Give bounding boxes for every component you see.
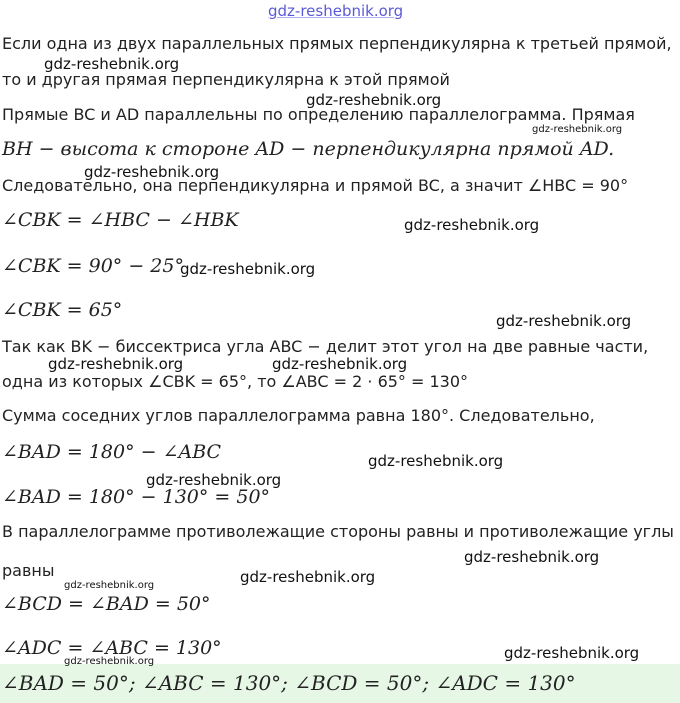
watermark: gdz-reshebnik.org [240, 568, 376, 586]
text-line-11: Сумма соседних углов параллелограмма равна 180°. Следовательно, [2, 406, 595, 425]
text-line-3: Прямые BC и AD параллельны по определению параллелограмма. Прямая [2, 105, 635, 124]
watermark: gdz-reshebnik.org [180, 260, 316, 278]
text-line-2: то и другая прямая перпендикулярна к этой прямой [2, 70, 450, 89]
watermark: gdz-reshebnik.org [504, 644, 640, 662]
formula-bcd: ∠BCD = ∠BAD = 50° [2, 593, 211, 615]
watermark: gdz-reshebnik.org [146, 471, 282, 489]
watermark: gdz-reshebnik.org [272, 355, 408, 373]
formula-bad-difference: ∠BAD = 180° − ∠ABC [2, 441, 222, 463]
answer-line: ∠BAD = 50°; ∠ABC = 130°; ∠BCD = 50°; ∠ADC = 130° [2, 671, 576, 695]
text-line-15: равны [2, 561, 55, 580]
watermark: gdz-reshebnik.org [368, 452, 504, 470]
watermark: gdz-reshebnik.org [48, 355, 184, 373]
formula-adc: ∠ADC = ∠ABC = 130° [2, 637, 222, 659]
watermark: gdz-reshebnik.org [44, 55, 180, 73]
text-line-14: В параллелограмме противолежащие стороны равны и противолежащие углы [2, 522, 674, 541]
watermark: gdz-reshebnik.org [496, 312, 632, 330]
watermark-top-link[interactable]: gdz-reshebnik.org [268, 2, 404, 20]
formula-cbk-result: ∠CBK = 65° [2, 299, 123, 321]
watermark: gdz-reshebnik.org [84, 163, 220, 181]
formula-bad-result: ∠BAD = 180° − 130° = 50° [2, 486, 271, 508]
text-line-4: BH − высота к стороне AD − перпендикулярна прямой AD. [2, 138, 615, 160]
watermark: gdz-reshebnik.org [532, 124, 623, 135]
watermark: gdz-reshebnik.org [64, 580, 155, 591]
text-line-5: Следовательно, она перпендикулярна и прямой BC, а значит ∠HBC = 90° [2, 176, 629, 195]
watermark: gdz-reshebnik.org [404, 216, 540, 234]
text-line-9: Так как BK − биссектриса угла ABC − делит этот угол на две равные части, [2, 337, 649, 356]
text-line-10: одна из которых ∠CBK = 65°, то ∠ABC = 2 · 65° = 130° [2, 372, 469, 391]
text-line-1: Если одна из двух параллельных прямых перпендикулярна к третьей прямой, [2, 34, 672, 53]
watermark: gdz-reshebnik.org [464, 548, 600, 566]
watermark: gdz-reshebnik.org [64, 656, 155, 667]
watermark: gdz-reshebnik.org [306, 91, 442, 109]
formula-cbk-substitution: ∠CBK = 90° − 25° [2, 255, 184, 277]
formula-cbk-difference: ∠CBK = ∠HBC − ∠HBK [2, 209, 239, 231]
